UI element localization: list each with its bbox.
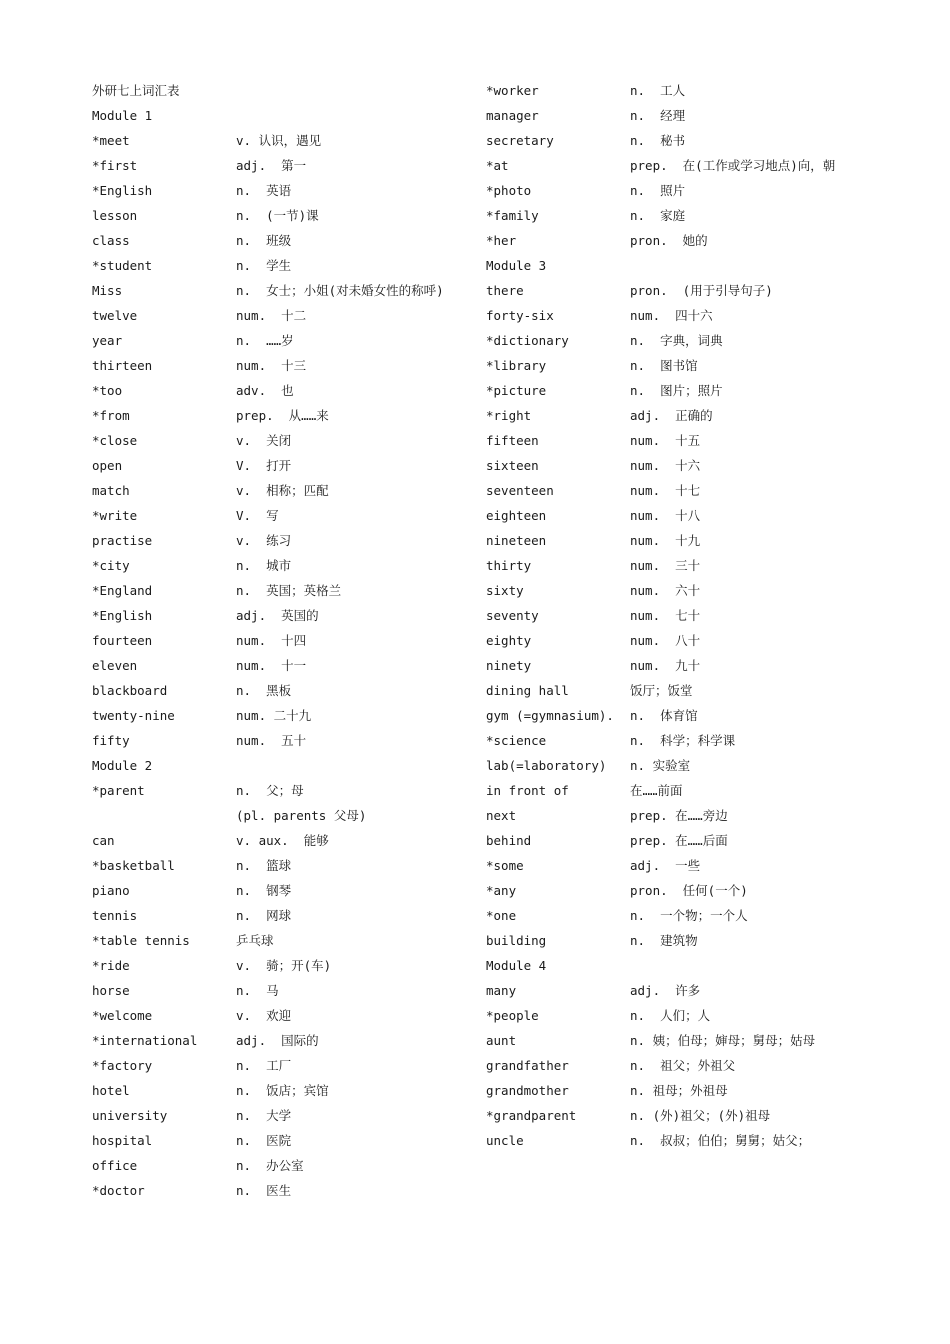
vocab-meaning: n. 英语 bbox=[236, 183, 292, 198]
vocab-entry bbox=[92, 803, 482, 828]
vocab-word: *grandparent bbox=[486, 1108, 577, 1123]
vocab-meaning: adj. 英国的 bbox=[236, 608, 319, 623]
vocab-entry bbox=[486, 1078, 866, 1103]
vocab-meaning: n. 马 bbox=[236, 983, 279, 998]
vocab-entry bbox=[92, 178, 482, 203]
vocab-word: *English bbox=[92, 183, 153, 198]
vocab-word: *at bbox=[486, 158, 509, 173]
vocab-entry bbox=[92, 503, 482, 528]
vocab-word: 外研七上词汇表 bbox=[92, 83, 180, 98]
vocab-word: *meet bbox=[92, 133, 130, 148]
vocab-entry bbox=[486, 753, 866, 778]
vocab-meaning: V. 写 bbox=[236, 508, 279, 523]
vocab-word: horse bbox=[92, 983, 130, 998]
vocab-meaning: n. 办公室 bbox=[236, 1158, 304, 1173]
vocab-entry bbox=[92, 328, 482, 353]
vocab-word: *doctor bbox=[92, 1183, 145, 1198]
vocab-entry bbox=[92, 628, 482, 653]
vocab-entry bbox=[92, 1028, 482, 1053]
vocab-entry bbox=[92, 128, 482, 153]
vocab-word: building bbox=[486, 933, 547, 948]
vocab-meaning: num. 十四 bbox=[236, 633, 307, 648]
vocab-entry bbox=[92, 978, 482, 1003]
vocab-meaning: n. 实验室 bbox=[630, 758, 691, 773]
vocab-entry bbox=[92, 878, 482, 903]
vocab-entry bbox=[92, 453, 482, 478]
vocab-word: sixteen bbox=[486, 458, 539, 473]
vocab-entry bbox=[92, 1078, 482, 1103]
vocab-word: *English bbox=[92, 608, 153, 623]
vocab-meaning: n. 黑板 bbox=[236, 683, 292, 698]
vocab-word: *first bbox=[92, 158, 138, 173]
vocab-word: tennis bbox=[92, 908, 138, 923]
vocab-word: *city bbox=[92, 558, 130, 573]
vocab-word: *too bbox=[92, 383, 123, 398]
vocab-word: Module 1 bbox=[92, 108, 153, 123]
vocab-meaning: n. 篮球 bbox=[236, 858, 292, 873]
vocab-meaning: n. 姨；伯母；婶母；舅母；姑母 bbox=[630, 1033, 816, 1048]
vocab-meaning: n. 父；母 bbox=[236, 783, 304, 798]
vocab-entry bbox=[486, 553, 866, 578]
vocab-word: Module 4 bbox=[486, 958, 547, 973]
vocab-entry bbox=[486, 328, 866, 353]
vocab-meaning: adj. 许多 bbox=[630, 983, 701, 998]
vocab-meaning: num. 八十 bbox=[630, 633, 701, 648]
vocab-meaning: n. 经理 bbox=[630, 108, 686, 123]
vocab-word: fifty bbox=[92, 733, 130, 748]
vocab-word: eighty bbox=[486, 633, 532, 648]
vocab-entry bbox=[92, 553, 482, 578]
vocab-word: nineteen bbox=[486, 533, 547, 548]
vocab-meaning: n. 工人 bbox=[630, 83, 686, 98]
vocab-meaning: pron. (用于引导句子) bbox=[630, 283, 773, 298]
vocab-word: seventeen bbox=[486, 483, 554, 498]
vocab-meaning: num. 五十 bbox=[236, 733, 307, 748]
vocab-word: hospital bbox=[92, 1133, 153, 1148]
vocab-entry bbox=[486, 628, 866, 653]
vocab-meaning: num. 十八 bbox=[630, 508, 701, 523]
vocab-meaning: prep. 从……来 bbox=[236, 408, 329, 423]
vocab-word: *family bbox=[486, 208, 539, 223]
vocab-word: eleven bbox=[92, 658, 138, 673]
vocab-word: twelve bbox=[92, 308, 138, 323]
vocab-entry bbox=[92, 153, 482, 178]
vocab-meaning: n. 英国；英格兰 bbox=[236, 583, 342, 598]
vocab-word: *England bbox=[92, 583, 153, 598]
vocab-word: behind bbox=[486, 833, 532, 848]
vocab-word: *dictionary bbox=[486, 333, 569, 348]
vocab-word: thirteen bbox=[92, 358, 153, 373]
vocab-meaning: n. 科学；科学课 bbox=[630, 733, 736, 748]
vocab-meaning: pron. 她的 bbox=[630, 233, 708, 248]
vocab-entry bbox=[486, 853, 866, 878]
vocab-meaning: 乒乓球 bbox=[236, 933, 274, 948]
vocab-word: fourteen bbox=[92, 633, 153, 648]
vocab-word: lesson bbox=[92, 208, 138, 223]
vocab-entry bbox=[92, 528, 482, 553]
vocab-word: *write bbox=[92, 508, 138, 523]
vocab-entry bbox=[486, 903, 866, 928]
vocab-word: Module 3 bbox=[486, 258, 547, 273]
vocab-meaning: n. 照片 bbox=[630, 183, 686, 198]
vocab-word: lab(=laboratory) bbox=[486, 758, 607, 773]
vocab-entry bbox=[92, 1103, 482, 1128]
vocab-word: *people bbox=[486, 1008, 539, 1023]
vocab-entry bbox=[92, 203, 482, 228]
vocab-meaning: num. 十一 bbox=[236, 658, 307, 673]
vocab-word: *her bbox=[486, 233, 517, 248]
vocab-word: hotel bbox=[92, 1083, 130, 1098]
vocab-entry bbox=[486, 303, 866, 328]
vocab-entry bbox=[486, 778, 866, 803]
vocab-entry bbox=[486, 1003, 866, 1028]
vocab-word: *right bbox=[486, 408, 532, 423]
vocab-meaning: 饭厅；饭堂 bbox=[630, 683, 693, 698]
vocab-entry bbox=[486, 653, 866, 678]
vocab-entry bbox=[486, 378, 866, 403]
vocab-entry bbox=[486, 503, 866, 528]
vocab-meaning: v. 骑；开(车) bbox=[236, 958, 332, 973]
vocab-entry bbox=[486, 278, 866, 303]
vocab-word: *parent bbox=[92, 783, 145, 798]
vocab-entry bbox=[486, 203, 866, 228]
vocab-word: dining hall bbox=[486, 683, 569, 698]
vocab-meaning: adj. 国际的 bbox=[236, 1033, 319, 1048]
vocab-meaning: num. 九十 bbox=[630, 658, 701, 673]
vocab-word: *from bbox=[92, 408, 130, 423]
vocab-meaning: prep. 在……旁边 bbox=[630, 808, 728, 823]
vocab-meaning: 在……前面 bbox=[630, 783, 683, 798]
vocab-entry bbox=[486, 178, 866, 203]
vocab-word: forty-six bbox=[486, 308, 554, 323]
vocab-word: twenty-nine bbox=[92, 708, 175, 723]
vocab-word: *factory bbox=[92, 1058, 153, 1073]
vocab-word: *ride bbox=[92, 958, 130, 973]
vocab-meaning: n. 医院 bbox=[236, 1133, 292, 1148]
vocab-entry bbox=[486, 1028, 866, 1053]
vocab-meaning: n. 字典，词典 bbox=[630, 333, 723, 348]
vocab-word: *welcome bbox=[92, 1008, 153, 1023]
vocab-entry bbox=[92, 903, 482, 928]
vocab-meaning: n. ……岁 bbox=[236, 333, 294, 348]
vocab-entry bbox=[486, 978, 866, 1003]
vocab-meaning: n. 人们；人 bbox=[630, 1008, 711, 1023]
vocab-meaning: num. 三十 bbox=[630, 558, 701, 573]
vocab-entry bbox=[92, 403, 482, 428]
vocab-entry bbox=[486, 878, 866, 903]
vocab-word: practise bbox=[92, 533, 153, 548]
vocab-meaning: adj. 一些 bbox=[630, 858, 701, 873]
vocab-entry bbox=[92, 278, 482, 303]
vocab-word: fifteen bbox=[486, 433, 539, 448]
vocab-meaning: num. 十五 bbox=[630, 433, 701, 448]
vocab-meaning: num. 十二 bbox=[236, 308, 307, 323]
vocab-word: can bbox=[92, 833, 115, 848]
vocab-entry bbox=[486, 78, 866, 103]
vocab-meaning: n. 家庭 bbox=[630, 208, 686, 223]
vocab-entry bbox=[486, 728, 866, 753]
vocab-entry bbox=[92, 603, 482, 628]
vocab-meaning: v. aux. 能够 bbox=[236, 833, 329, 848]
vocab-word: aunt bbox=[486, 1033, 517, 1048]
vocab-entry bbox=[486, 1128, 866, 1153]
vocab-word: ninety bbox=[486, 658, 532, 673]
vocab-entry bbox=[486, 103, 866, 128]
vocab-meaning: n. 网球 bbox=[236, 908, 292, 923]
vocab-word: eighteen bbox=[486, 508, 547, 523]
vocab-meaning: pron. 任何(一个) bbox=[630, 883, 748, 898]
vocab-word: *basketball bbox=[92, 858, 175, 873]
vocab-entry bbox=[92, 703, 482, 728]
vocab-meaning: n. 祖母；外祖母 bbox=[630, 1083, 728, 1098]
vocab-meaning: v. 欢迎 bbox=[236, 1008, 292, 1023]
vocab-entry bbox=[486, 803, 866, 828]
vocab-word: in front of bbox=[486, 783, 569, 798]
vocab-entry bbox=[92, 303, 482, 328]
vocab-word: many bbox=[486, 983, 517, 998]
vocab-entry bbox=[92, 678, 482, 703]
vocab-word: university bbox=[92, 1108, 168, 1123]
vocab-entry bbox=[92, 478, 482, 503]
vocab-entry bbox=[486, 153, 866, 178]
vocab-entry bbox=[486, 828, 866, 853]
vocab-entry bbox=[92, 953, 482, 978]
vocab-word: uncle bbox=[486, 1133, 524, 1148]
vocab-meaning: v. 练习 bbox=[236, 533, 292, 548]
vocab-meaning: num. 六十 bbox=[630, 583, 701, 598]
vocab-word: secretary bbox=[486, 133, 554, 148]
vocab-meaning: n. 一个物；一个人 bbox=[630, 908, 748, 923]
vocab-word: *one bbox=[486, 908, 517, 923]
vocab-word: *worker bbox=[486, 83, 539, 98]
vocab-entry bbox=[92, 853, 482, 878]
vocab-entry bbox=[92, 928, 482, 953]
module-heading bbox=[486, 253, 866, 278]
vocab-entry bbox=[486, 1103, 866, 1128]
vocab-meaning: num. 十六 bbox=[630, 458, 701, 473]
vocab-meaning: num. 十三 bbox=[236, 358, 307, 373]
vocab-meaning: num. 七十 bbox=[630, 608, 701, 623]
vocab-meaning: num. 四十六 bbox=[630, 308, 713, 323]
vocab-entry bbox=[92, 828, 482, 853]
vocab-meaning: n. 城市 bbox=[236, 558, 292, 573]
vocab-word: office bbox=[92, 1158, 138, 1173]
vocab-meaning: n. 医生 bbox=[236, 1183, 292, 1198]
vocab-word: *picture bbox=[486, 383, 547, 398]
vocab-entry bbox=[486, 428, 866, 453]
vocab-meaning: adj. 正确的 bbox=[630, 408, 713, 423]
vocab-entry bbox=[92, 1053, 482, 1078]
vocab-meaning: n. 饭店；宾馆 bbox=[236, 1083, 329, 1098]
vocab-entry bbox=[486, 353, 866, 378]
vocab-column-left bbox=[92, 78, 482, 1203]
vocab-entry bbox=[92, 778, 482, 803]
vocab-word: year bbox=[92, 333, 123, 348]
vocab-word: class bbox=[92, 233, 130, 248]
vocab-entry bbox=[486, 478, 866, 503]
vocab-entry bbox=[92, 353, 482, 378]
vocab-word: *science bbox=[486, 733, 547, 748]
vocab-meaning: num. 十九 bbox=[630, 533, 701, 548]
vocab-meaning: adv. 也 bbox=[236, 383, 294, 398]
vocab-word: grandfather bbox=[486, 1058, 569, 1073]
vocab-meaning: n. 建筑物 bbox=[630, 933, 698, 948]
vocab-column-right bbox=[486, 78, 866, 1153]
vocab-entry bbox=[486, 453, 866, 478]
vocab-meaning: prep. 在(工作或学习地点)向，朝 bbox=[630, 158, 836, 173]
vocab-word: manager bbox=[486, 108, 539, 123]
vocab-entry bbox=[92, 1153, 482, 1178]
vocab-meaning: adj. 第一 bbox=[236, 158, 307, 173]
vocab-word: there bbox=[486, 283, 524, 298]
module-heading bbox=[92, 103, 482, 128]
vocab-word: grandmother bbox=[486, 1083, 569, 1098]
vocab-entry bbox=[486, 528, 866, 553]
vocab-word: piano bbox=[92, 883, 130, 898]
vocab-word: sixty bbox=[486, 583, 524, 598]
vocab-word: thirty bbox=[486, 558, 532, 573]
vocab-entry bbox=[486, 678, 866, 703]
vocab-entry bbox=[486, 403, 866, 428]
vocab-entry bbox=[92, 1178, 482, 1203]
vocab-meaning: num. 二十九 bbox=[236, 708, 312, 723]
module-heading bbox=[486, 953, 866, 978]
vocab-meaning: n. 体育馆 bbox=[630, 708, 698, 723]
vocab-meaning: n. 女士；小姐(对未婚女性的称呼) bbox=[236, 283, 444, 298]
vocab-word: *international bbox=[92, 1033, 198, 1048]
vocab-word: blackboard bbox=[92, 683, 168, 698]
vocab-entry bbox=[92, 1003, 482, 1028]
vocab-meaning: n. 祖父；外祖父 bbox=[630, 1058, 736, 1073]
page-title bbox=[92, 78, 482, 103]
vocab-word: next bbox=[486, 808, 517, 823]
vocab-meaning: n. 工厂 bbox=[236, 1058, 292, 1073]
vocab-word: gym (=gymnasium). bbox=[486, 708, 614, 723]
vocab-word: *photo bbox=[486, 183, 532, 198]
vocab-entry bbox=[92, 253, 482, 278]
vocab-meaning: num. 十七 bbox=[630, 483, 701, 498]
vocab-word: open bbox=[92, 458, 123, 473]
vocab-meaning: n. 图书馆 bbox=[630, 358, 698, 373]
vocab-meaning: prep. 在……后面 bbox=[630, 833, 728, 848]
vocab-entry bbox=[486, 603, 866, 628]
vocab-entry bbox=[486, 928, 866, 953]
vocab-entry bbox=[92, 653, 482, 678]
vocab-meaning: n. (一节)课 bbox=[236, 208, 319, 223]
vocab-entry bbox=[92, 428, 482, 453]
vocab-meaning: n. 大学 bbox=[236, 1108, 292, 1123]
vocab-word: *any bbox=[486, 883, 517, 898]
vocab-word: *close bbox=[92, 433, 138, 448]
vocab-entry bbox=[92, 228, 482, 253]
vocab-meaning: n. (外)祖父；(外)祖母 bbox=[630, 1108, 771, 1123]
vocab-entry bbox=[92, 378, 482, 403]
vocab-meaning: v. 相称；匹配 bbox=[236, 483, 329, 498]
vocab-entry bbox=[486, 703, 866, 728]
vocab-word: match bbox=[92, 483, 130, 498]
vocab-meaning: n. 钢琴 bbox=[236, 883, 292, 898]
vocab-entry bbox=[92, 1128, 482, 1153]
vocab-meaning: v. 关闭 bbox=[236, 433, 292, 448]
vocab-meaning: (pl. parents 父母) bbox=[236, 808, 367, 823]
vocab-meaning: n. 叔叔；伯伯；舅舅；姑父； bbox=[630, 1133, 811, 1148]
vocab-meaning: V. 打开 bbox=[236, 458, 292, 473]
vocab-meaning: v. 认识，遇见 bbox=[236, 133, 322, 148]
vocab-entry bbox=[486, 1053, 866, 1078]
vocab-entry bbox=[92, 728, 482, 753]
vocab-word: *table tennis bbox=[92, 933, 190, 948]
vocab-word: *library bbox=[486, 358, 547, 373]
vocab-entry bbox=[486, 128, 866, 153]
vocab-entry bbox=[486, 228, 866, 253]
vocab-entry bbox=[92, 578, 482, 603]
vocab-word: Module 2 bbox=[92, 758, 153, 773]
vocab-word: seventy bbox=[486, 608, 539, 623]
module-heading bbox=[92, 753, 482, 778]
vocab-entry bbox=[486, 578, 866, 603]
vocab-meaning: n. 图片；照片 bbox=[630, 383, 723, 398]
vocab-meaning: n. 秘书 bbox=[630, 133, 686, 148]
vocab-word: *some bbox=[486, 858, 524, 873]
vocab-meaning: n. 班级 bbox=[236, 233, 292, 248]
vocab-meaning: n. 学生 bbox=[236, 258, 292, 273]
vocab-word: Miss bbox=[92, 283, 123, 298]
vocab-word: *student bbox=[92, 258, 153, 273]
